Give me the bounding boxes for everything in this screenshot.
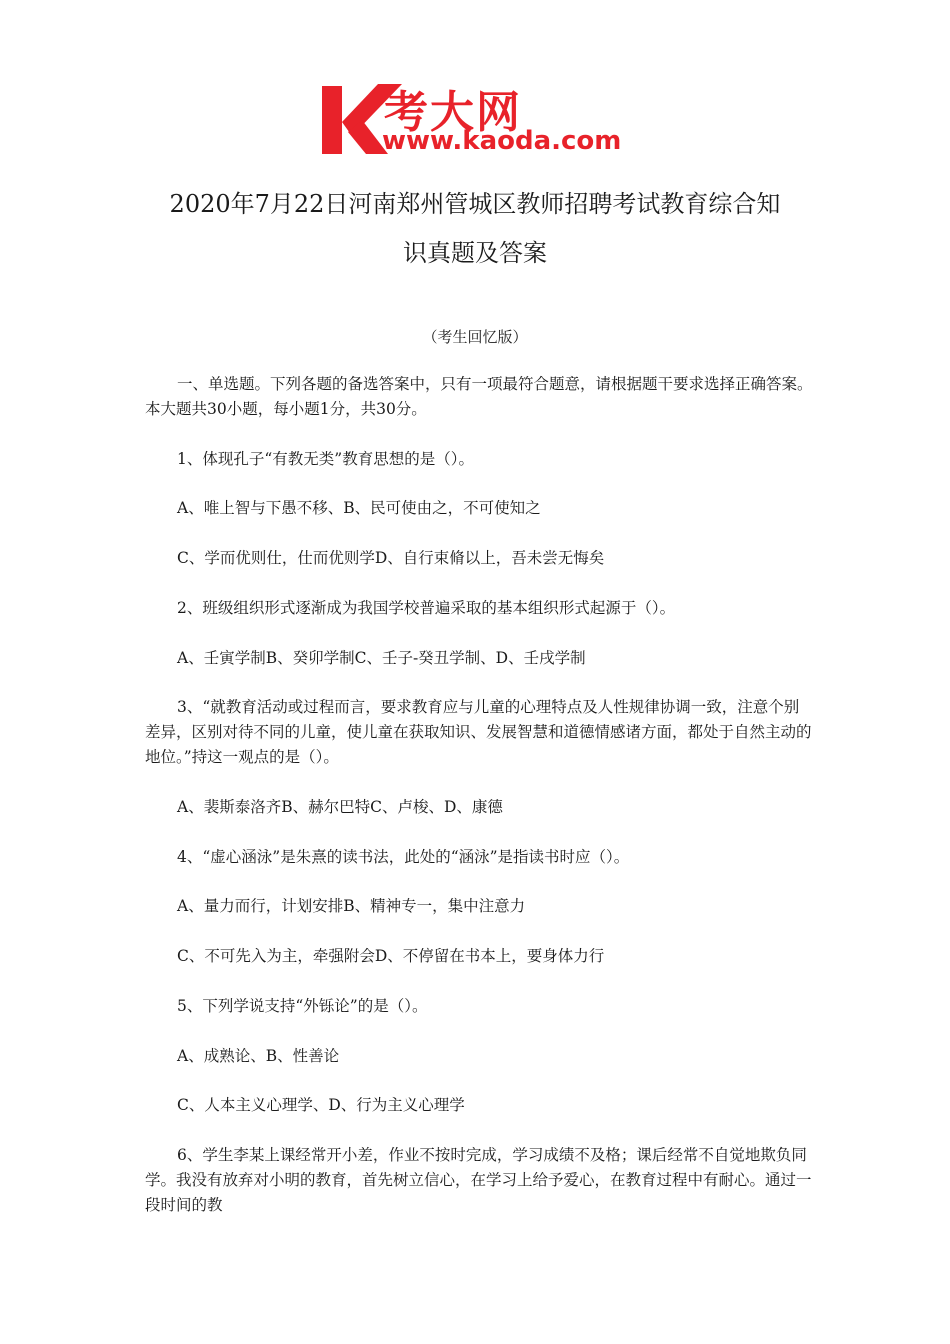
- question-3-options: A、裴斯泰洛齐B、赫尔巴特C、卢梭、D、康德: [177, 798, 503, 816]
- kaoda-logo: [318, 80, 638, 160]
- question-5: 5、下列学说支持“外铄论”的是（）。: [177, 997, 428, 1015]
- logo-brand-name: 考大网: [384, 87, 522, 138]
- question-1-options-cd: C、学而优则仕，仕而优则学D、自行束脩以上，吾未尝无悔矣: [177, 549, 605, 567]
- section-instruction: 一、单选题。下列各题的备选答案中，只有一项最符合题意，请根据题干要求选择正确答案。本大题共30小题，每小题1分，共30分。: [145, 375, 813, 418]
- question-5-options-ab: A、成熟论、B、性善论: [177, 1047, 340, 1065]
- document-title-line-2: 识真题及答案: [403, 239, 547, 267]
- question-2: 2、班级组织形式逐渐成为我国学校普遍采取的基本组织形式起源于（）。: [177, 599, 676, 617]
- document-title-line-1: 2020年7月22日河南郑州管城区教师招聘考试教育综合知: [169, 190, 781, 218]
- question-2-options: A、壬寅学制B、癸卯学制C、壬子-癸丑学制、D、壬戌学制: [177, 649, 586, 667]
- question-1: 1、体现孔子“有教无类”教育思想的是（）。: [177, 450, 474, 468]
- question-4-options-cd: C、不可先入为主，牵强附会D、不停留在书本上，要身体力行: [177, 947, 605, 965]
- question-1-options-ab: A、唯上智与下愚不移、B、民可使由之，不可使知之: [177, 499, 541, 517]
- question-4: 4、“虚心涵泳”是朱熹的读书法，此处的“涵泳”是指读书时应（）。: [177, 848, 630, 866]
- document-subtitle: （考生回忆版）: [422, 328, 528, 346]
- question-5-options-cd: C、人本主义心理学、D、行为主义心理学: [177, 1096, 465, 1114]
- logo-brand-url: www.kaoda.com: [382, 126, 622, 156]
- question-3: 3、“就教育活动或过程而言，要求教育应与儿童的心理特点及人性规律协调一致，注意个别差异，区别对待不同的儿童，使儿童在获取知识、发展智慧和道德情感诸方面，都处于自然主动的地位。”持这一观点的是（）。: [145, 698, 812, 766]
- question-4-options-ab: A、量力而行，计划安排B、精神专一，集中注意力: [177, 897, 526, 915]
- question-6: 6、学生李某上课经常开小差，作业不按时完成，学习成绩不及格；课后经常不自觉地欺负同学。我没有放弃对小明的教育，首先树立信心，在学习上给予爱心，在教育过程中有耐心。通过一段时间的教: [145, 1146, 812, 1214]
